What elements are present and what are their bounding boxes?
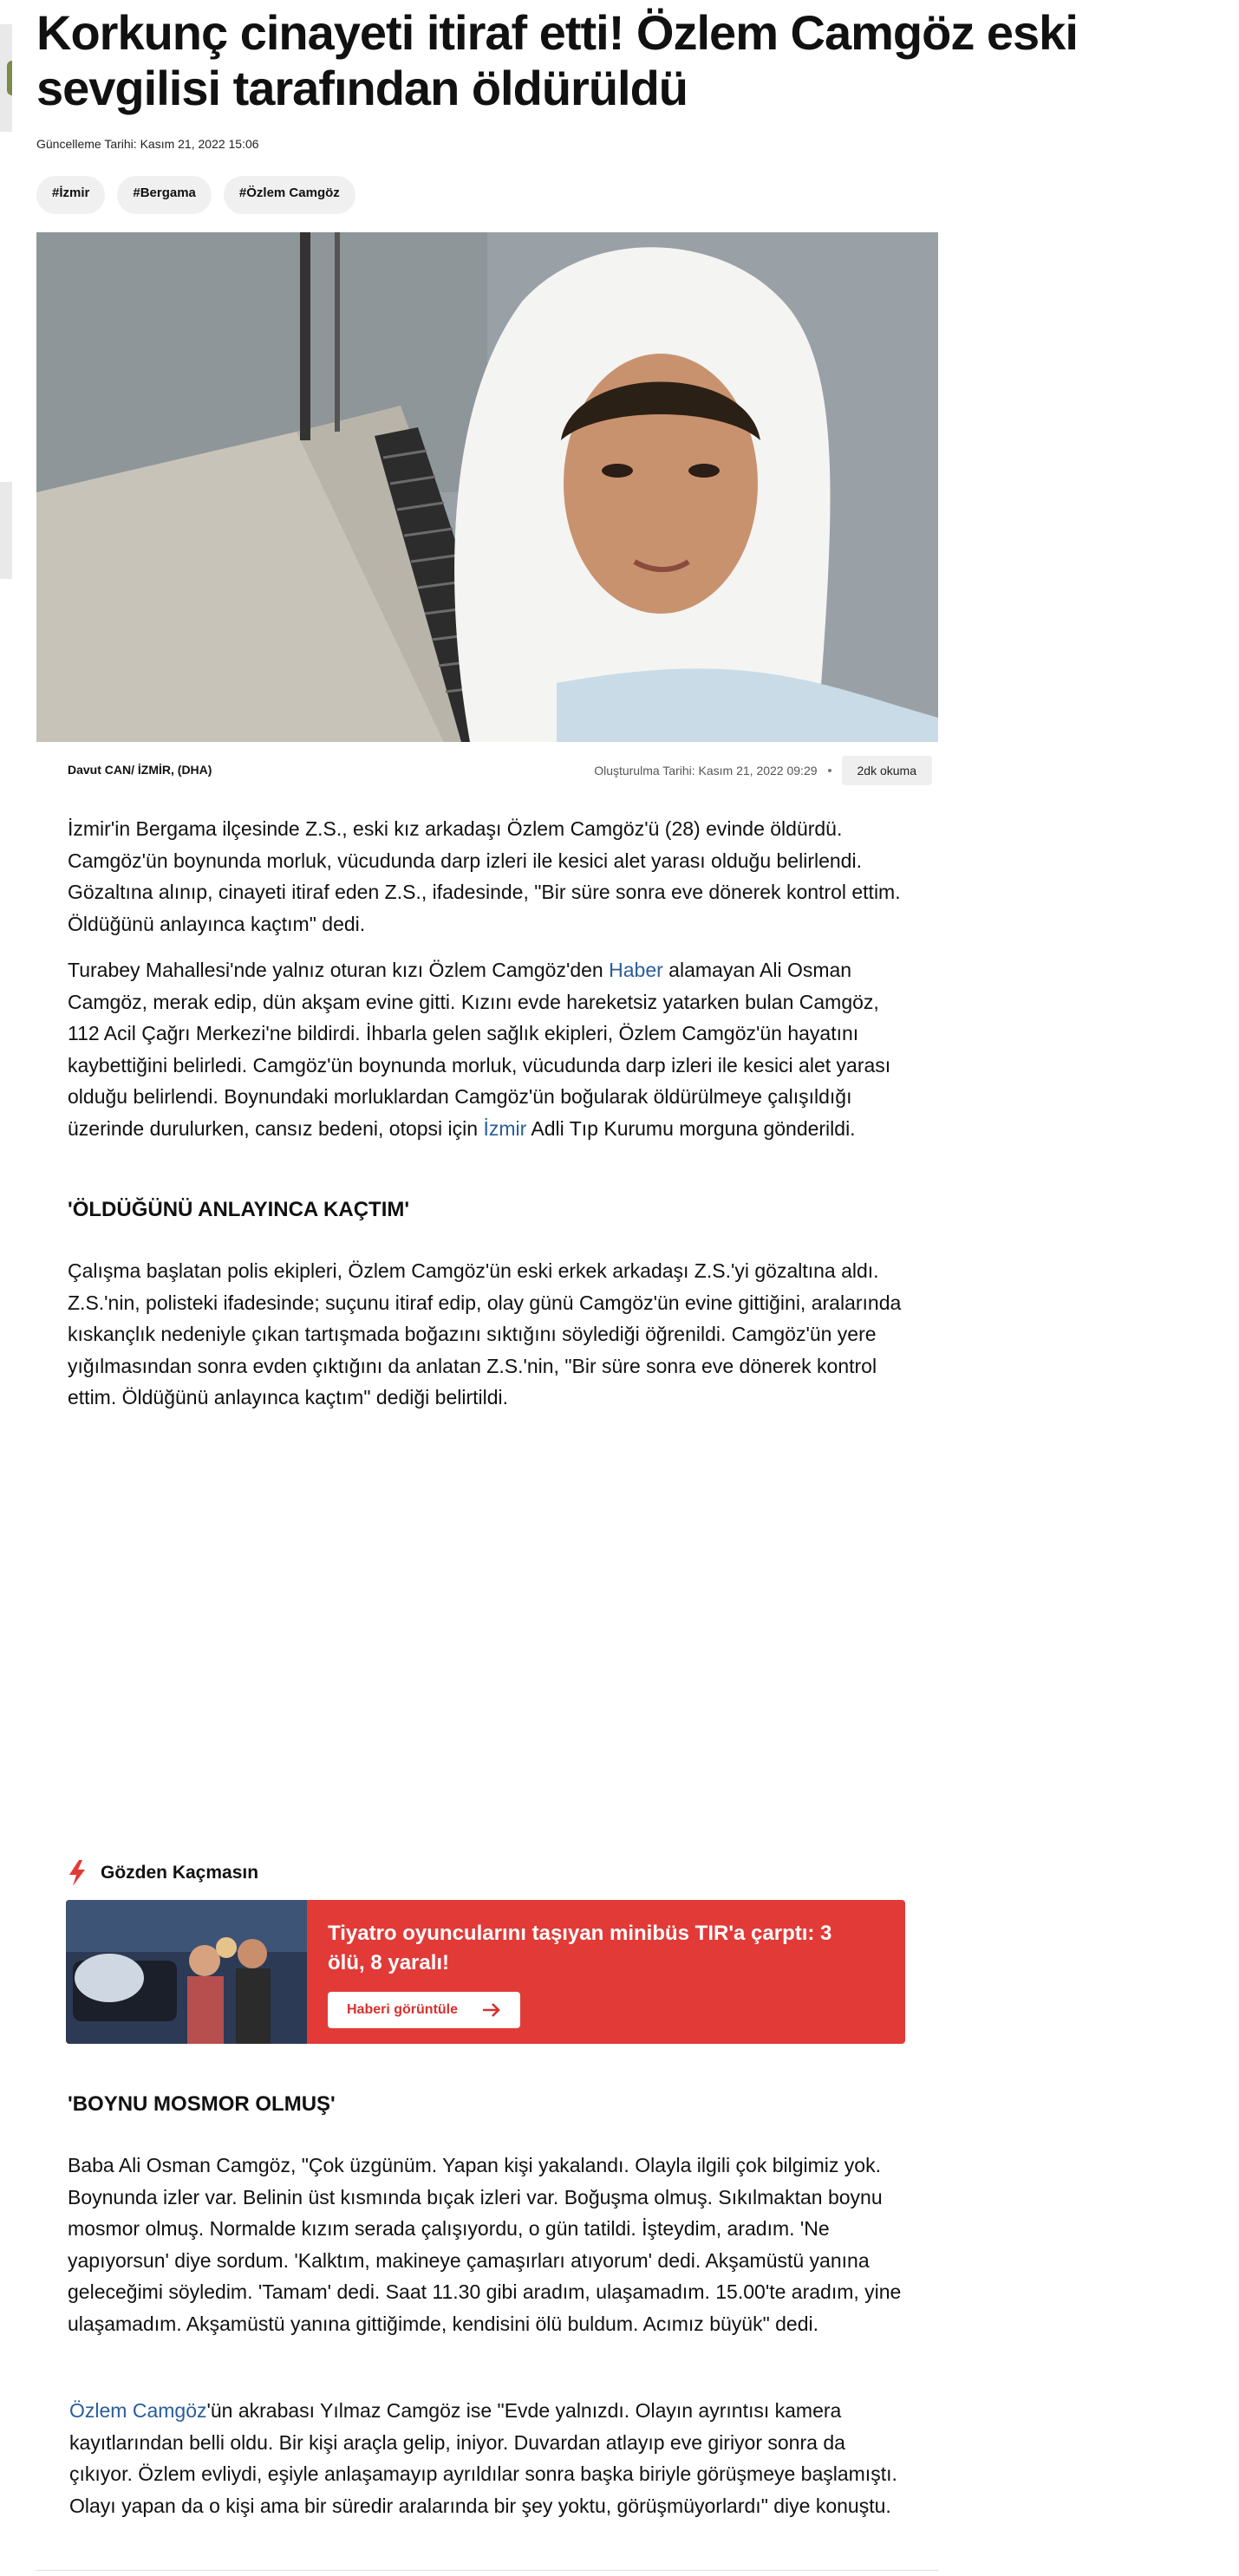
view-news-label: Haberi görüntüle [347,2002,459,2017]
dont-miss-headline[interactable]: Tiyatro oyuncularını taşıyan minibüs TIR'a çarptı: 3 ölü, 8 yaralı! [328,1922,832,1974]
dont-miss-header [68,1860,258,1886]
dont-miss-body [307,1900,886,2044]
lightning-icon [68,1860,87,1886]
arrow-right-icon [482,2003,501,2017]
paragraph-1: İzmir'in Bergama ilçesinde Z.S., eski kız arkadaşı Özlem Camgöz'ü (28) evinde öldürdü. Camgöz'ün boynunda morluk, vücudunda darp izleri ile kesici alet yarası olduğu belirlendi. Gözaltına alınıp, cinayeti itiraf eden Z.S., ifadesinde, "Bir süre sonra eve dönerek kontrol ettim. Öldüğünü anlayınca kaçtım" dedi. [68,817,901,935]
subhead-oldugunu: 'ÖLDÜĞÜNÜ ANLAYINCA KAÇTIM' [68,1198,410,1221]
link-ozlem-camgoz[interactable]: Özlem Camgöz [69,2399,207,2422]
meta-separator [828,769,831,772]
article-meta [594,756,932,785]
paragraph-3: Çalışma başlatan polis ekipleri, Özlem Camgöz'ün eski erkek arkadaşı Z.S.'yi gözaltına aldı. Z.S.'nin, polisteki ifadesinde; suçunu itiraf edip, olay günü Camgöz'ün evine gittiğini, aralarında kıskançlık nedeniyle çıkan tartışmada boğazını sıktığını söylediği öğrenildi. Camgöz'ün yere yığılmasından sonra evden çıktığını da anlatan Z.S.'nin, "Bir süre sonra eve dönerek kontrol ettim. Öldüğünü anlayınca kaçtım" dediği belirtildi. [68,1259,902,1408]
left-edge-thumbnail [0,24,12,132]
paragraph-2: Turabey Mahallesi'nde yalnız oturan kızı Özlem Camgöz'den Haber alamayan Ali Osman Camgöz, merak edip, dün akşam evine gitti. Kızını evde hareketsiz yatarken bulan Camgöz, 112 Acil Çağrı Merkezi'ne bildirdi. İhbarla gelen sağlık ekipleri, Özlem Camgöz'ün hayatını kaybettiğini belirledi. Camgöz'ün boynunda morluk, vücudunda darp izleri ile kesici alet yarası olduğu belirlendi. Boynundaki morluklardan Camgöz'ün boğularak öldürülmeye çalışıldığı üzerinde durulurken, cansız bedeni, otopsi için İzmir Adli Tıp Kurumu morguna gönderildi. [68,959,891,1140]
link-izmir[interactable]: İzmir [483,1116,527,1140]
bottom-divider [36,2570,938,2571]
article-hero-image [36,232,938,742]
view-news-button[interactable] [328,1992,520,2028]
hero-photo-illustration [36,232,938,742]
byline: Davut CAN/ İZMİR, (DHA) [68,763,212,777]
dont-miss-title: Gözden Kaçmasın [101,1863,259,1883]
dont-miss-thumbnail [66,1900,307,2044]
dont-miss-card[interactable] [66,1900,905,2044]
subhead-boynu: 'BOYNU MOSMOR OLMUŞ' [68,2092,336,2116]
tag-ozlem-camgoz[interactable]: #Özlem Camgöz [224,176,355,214]
left-edge-widget [0,482,12,579]
read-time-badge: 2dk okuma [842,756,932,785]
edge-image-fragment [7,61,12,95]
created-date: Oluşturulma Tarihi: Kasım 21, 2022 09:29 [594,764,818,777]
tag-izmir[interactable]: #İzmir [36,176,105,214]
paragraph-4: Baba Ali Osman Camgöz, "Çok üzgünüm. Yapan kişi yakalandı. Olayla ilgili çok bilgimiz yok. Boynunda izler var. Belinin üst kısmında bıçak izleri var. Boğuşma olmuş. Sıkılmaktan boynu mosmor olmuş. Normalde kızım serada çalışıyordu, o gün tatildi. İşteydim, aradım. 'Ne yapıyorsun' diye sordum. 'Kalktım, makineye çamaşırları atıyorum' dedi. Akşamüstü yanına geleceğimi söyledim. 'Tamam' dedi. Saat 11.30 gibi aradım, ulaşamadım. 15.00'te aradım, yine ulaşamadım. Akşamüstü yanına gittiğimde, kendisini ölü buldum. Acımız büyük" dedi. [68,2154,902,2335]
tag-bergama[interactable]: #Bergama [117,176,212,214]
link-haber[interactable]: Haber [609,959,663,981]
paragraph-5: Özlem Camgöz'ün akrabası Yılmaz Camgöz ise "Evde yalnızdı. Olayın ayrıntısı kamera kayıtlarından belli oldu. Bir kişi araçla gelip, iniyor. Duvardan atlayıp eve giriyor sonra da çıkıyor. Özlem evliydi, eşiyle anlaşamayıp ayrıldılar sonra başka biriyle görüşmeye başlamıştı. Olayı yapan da o kişi ama bir süredir aralarında bir şey yoktu, görüşmüyorlardı" diye konuştu. [69,2399,897,2517]
update-date: Güncelleme Tarihi: Kasım 21, 2022 15:06 [36,137,259,151]
article-headline: Korkunç cinayeti itiraf etti! Özlem Camgöz eski sevgilisi tarafından öldürüldü [36,5,1078,115]
tag-list [36,176,355,214]
